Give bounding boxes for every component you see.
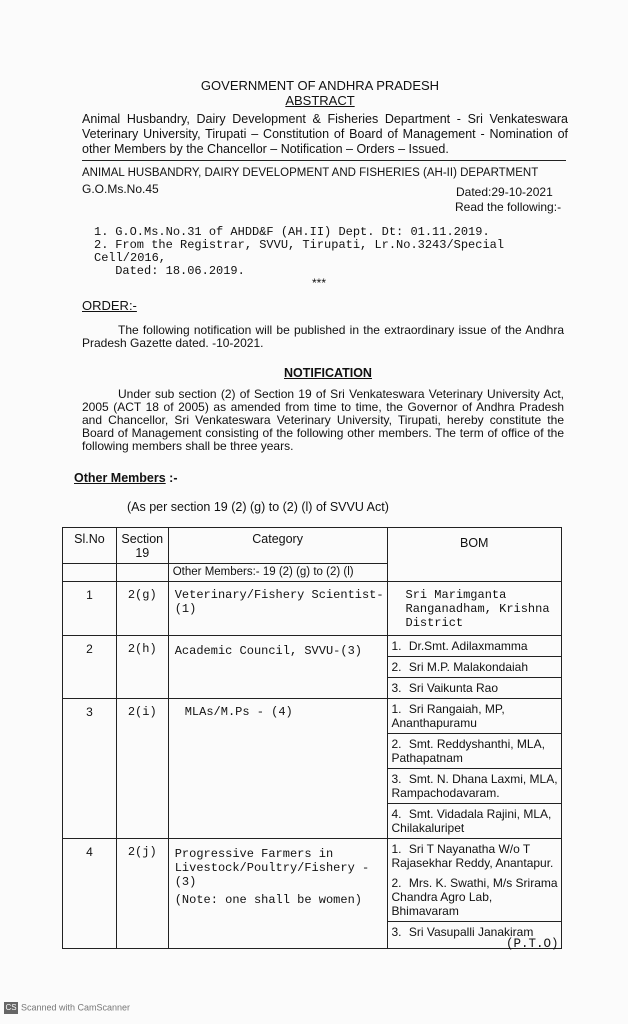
member-item: 4. Smt. Vidadala Rajini, MLA, Chilakaluripet bbox=[391, 807, 552, 835]
camscanner-logo-icon: CS bbox=[5, 1003, 17, 1012]
category-text: Progressive Farmers in Livestock/Poultry/Fishery -(3) bbox=[174, 847, 370, 889]
row-category: Veterinary/Fishery Scientist-(1) bbox=[168, 582, 387, 636]
row-category: MLAs/M.Ps - (4) bbox=[168, 699, 387, 839]
row-category bbox=[168, 839, 387, 949]
scanner-watermark bbox=[4, 1002, 130, 1014]
order-heading: ORDER:- bbox=[82, 298, 137, 313]
subheader-blank bbox=[116, 564, 168, 582]
member-list bbox=[388, 636, 562, 698]
row-members bbox=[387, 699, 562, 839]
divider bbox=[82, 160, 566, 161]
other-members-heading: Other Members :- bbox=[74, 471, 178, 485]
separator-stars: *** bbox=[312, 276, 327, 290]
row-slno: 3 bbox=[63, 699, 117, 839]
reference-item: 1. G.O.Ms.No.31 of AHDD&F (AH.II) Dept. Dt: 01.11.2019. bbox=[94, 225, 490, 239]
subheader-blank bbox=[63, 564, 117, 582]
member-item: 1. Sri Rangaiah, MP, Ananthapuramu bbox=[388, 699, 562, 734]
read-following: Read the following:- bbox=[455, 200, 562, 214]
reference-list bbox=[94, 226, 574, 278]
table-header-row bbox=[63, 528, 562, 564]
row-members bbox=[387, 582, 562, 636]
row-members bbox=[387, 636, 562, 699]
table-row bbox=[63, 839, 562, 949]
table-row bbox=[63, 582, 562, 636]
member-list bbox=[388, 699, 562, 838]
row-section: 2(g) bbox=[116, 582, 168, 636]
board-members-table bbox=[62, 527, 562, 949]
subject-text: Animal Husbandry, Dairy Development & Fisheries Department - Sri Venkateswara Veterinary University, Tirupati – Constitution of Board of Management - Nomination of other Members by the Chancellor – Notification – Orders – Issued. bbox=[82, 112, 568, 156]
row-members bbox=[387, 839, 562, 949]
row-section: 2(i) bbox=[116, 699, 168, 839]
please-turn-over: (P.T.O) bbox=[506, 937, 559, 951]
member-item: 2. Sri M.P. Malakondaiah bbox=[388, 657, 562, 678]
go-date: Dated:29-10-2021 bbox=[456, 185, 553, 199]
table-row bbox=[63, 699, 562, 839]
notification-heading: NOTIFICATION bbox=[284, 366, 372, 380]
scanner-text: Scanned with CamScanner bbox=[21, 1002, 131, 1013]
member-item: 2. Smt. Reddyshanthi, MLA, Pathapatnam bbox=[388, 734, 562, 769]
member-item: 3. Sri Vasupalli Janakiram bbox=[391, 925, 534, 939]
row-section: 2(j) bbox=[116, 839, 168, 949]
government-title: GOVERNMENT OF ANDHRA PRADESH bbox=[200, 78, 440, 93]
member-item: 1. Sri T Nayanatha W/o T Rajasekhar Reddy, Anantapur. bbox=[391, 842, 554, 870]
member-item: 3. Sri Vaikunta Rao bbox=[391, 681, 498, 695]
reference-item: 2. From the Registrar, SVVU, Tirupati, Lr.No.3243/Special Cell/2016, bbox=[94, 238, 505, 265]
header-section: Section 19 bbox=[116, 528, 168, 564]
member-item: 2. Mrs. K. Swathi, M/s Srirama Chandra Agro Lab, Bhimavaram bbox=[388, 873, 562, 922]
member-item: 3. Smt. N. Dhana Laxmi, MLA, Rampachodavaram. bbox=[388, 769, 562, 804]
row-slno: 2 bbox=[63, 636, 117, 699]
as-per-section: (As per section 19 (2) (g) to (2) (l) of SVVU Act) bbox=[127, 500, 389, 514]
row-slno: 4 bbox=[63, 839, 117, 949]
row-slno: 1 bbox=[63, 582, 117, 636]
abstract-heading: ABSTRACT bbox=[285, 93, 355, 108]
reference-item: Dated: 18.06.2019. bbox=[115, 264, 245, 278]
subheader-other-members: Other Members:- 19 (2) (g) to (2) (l) bbox=[168, 564, 387, 582]
go-number: G.O.Ms.No.45 bbox=[82, 182, 159, 196]
row-section: 2(h) bbox=[116, 636, 168, 699]
member-list bbox=[388, 839, 562, 942]
header-slno: Sl.No bbox=[63, 528, 117, 564]
category-note: (Note: one shall be women) bbox=[174, 893, 362, 907]
header-bom: BOM bbox=[387, 528, 562, 582]
header-category: Category bbox=[168, 528, 387, 564]
table-row bbox=[63, 636, 562, 699]
member-name: Sri Marimganta Ranganadham, Krishna District bbox=[405, 588, 550, 630]
department-name: ANIMAL HUSBANDRY, DAIRY DEVELOPMENT AND FISHERIES (AH-II) DEPARTMENT bbox=[82, 167, 539, 179]
row-category: Academic Council, SVVU-(3) bbox=[168, 636, 387, 699]
member-item: 1. Dr.Smt. Adilaxmamma bbox=[388, 636, 562, 657]
order-text: The following notification will be published in the extraordinary issue of the Andhra Pradesh Gazette dated. -10-2021. bbox=[82, 323, 564, 350]
notification-text: Under sub section (2) of Section 19 of Sri Venkateswara Veterinary University Act, 2005 (ACT 18 of 2005) as amended from time to time, the Governor of Andhra Pradesh and Chancellor, Sri Venkateswara Veterinary University, Tirupati, hereby constitute the Board of Management consisting of the following other members. The term of office of the following members shall be three years. bbox=[82, 387, 564, 453]
